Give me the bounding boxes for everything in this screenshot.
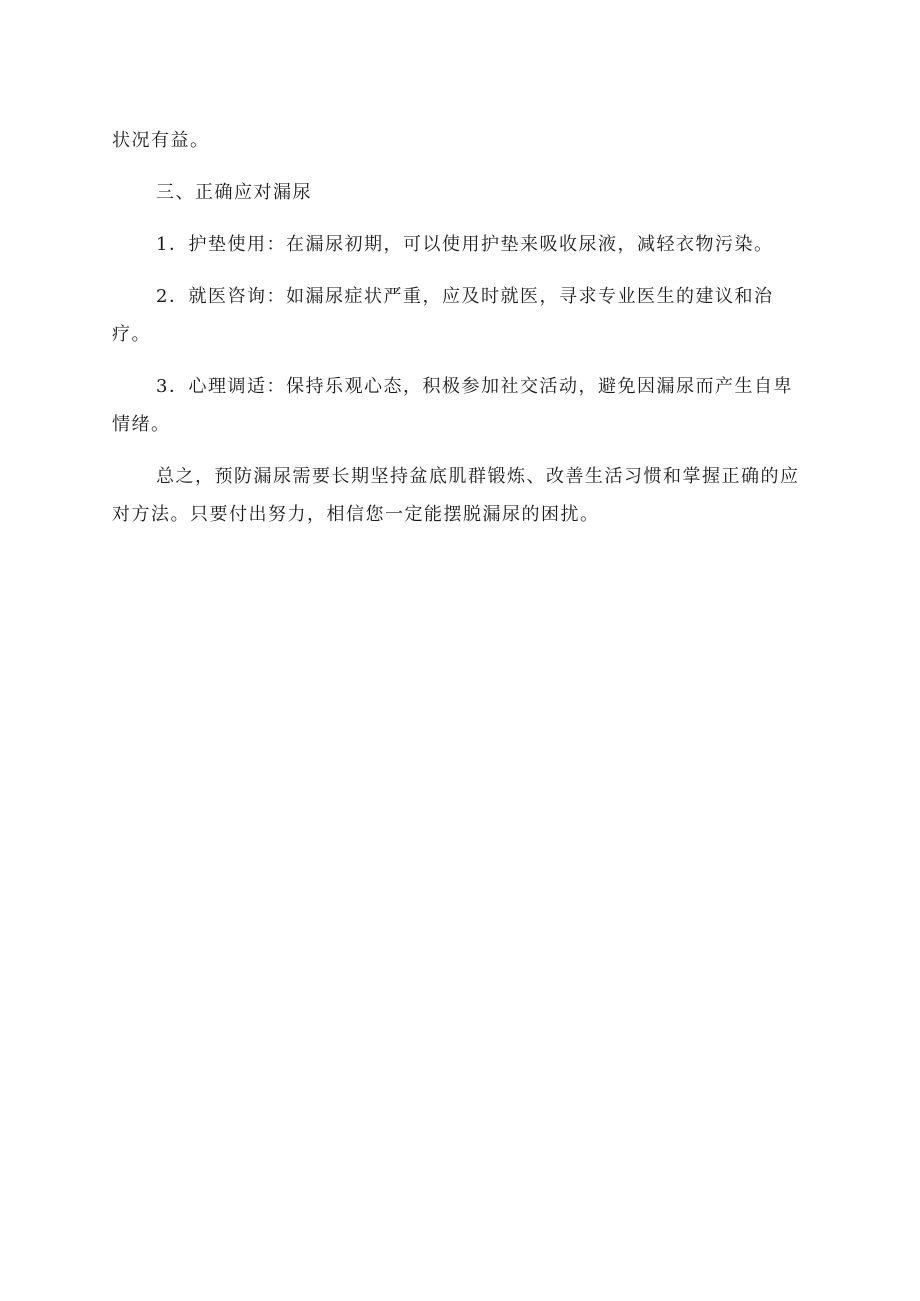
paragraph-continuation: 状况有益。 <box>112 130 210 151</box>
document-body <box>112 122 802 548</box>
list-item-medical-consultation: 2．就医咨询：如漏尿症状严重，应及时就医，寻求专业医生的建议和治疗。 <box>112 286 774 345</box>
list-item-psychological-adjustment: 3．心理调适：保持乐观心态，积极参加社交活动，避免因漏尿而产生自卑情绪。 <box>112 376 793 435</box>
conclusion-paragraph: 总之，预防漏尿需要长期坚持盆底肌群锻炼、改善生活习惯和掌握正确的应对方法。只要付出努力，相信您一定能摆脱漏尿的困扰。 <box>112 466 800 525</box>
list-item-pad-usage: 1．护垫使用：在漏尿初期，可以使用护垫来吸收尿液，减轻衣物污染。 <box>156 234 774 255</box>
section-heading: 三、正确应对漏尿 <box>156 182 312 203</box>
